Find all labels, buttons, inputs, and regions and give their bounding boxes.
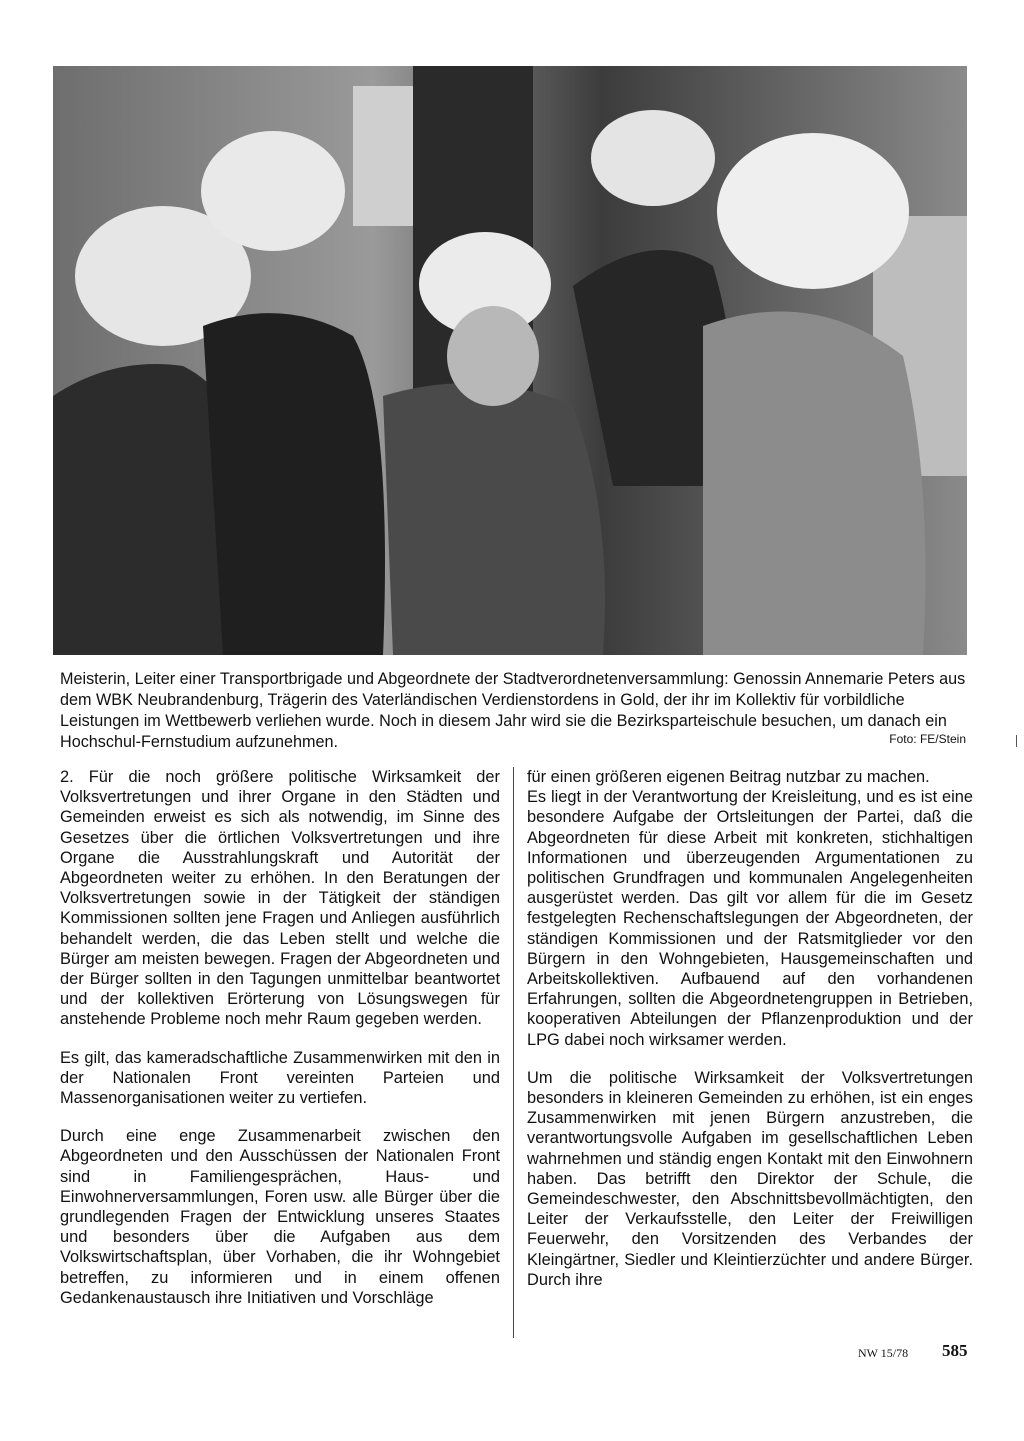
issue-reference: NW 15/78 — [858, 1346, 909, 1360]
photo-caption — [60, 669, 974, 753]
article-paragraph: für einen größeren eigenen Beitrag nutzbar zu machen. — [527, 768, 930, 786]
photo-construction-workers-in-helmets — [53, 66, 967, 655]
margin-mark — [1016, 735, 1017, 747]
article-paragraph: Um die politische Wirksamkeit der Volksvertretungen besonders in kleineren Gemeinden zu erhöhen, ist ein enges Zusammenwirken mit jenen Bürgern anzustreben, die verantwortungsvolle Aufgaben im gesellschaftlichen Leben wahrnehmen und ständig engen Kontakt mit den Einwohnern haben. Das betrifft den Direktor der Schule, die Gemeindeschwester, den Abschnittsbevollmächtigten, den Leiter der Verkaufsstelle, den Leiter der Freiwilligen Feuerwehr, den Vorsitzenden des Verbandes der Kleingärtner, Siedler und Kleintierzüchter und andere Bürger. Durch ihre — [527, 1068, 973, 1289]
page-number: 585 — [942, 1341, 968, 1360]
photo-image — [53, 66, 967, 655]
article-column-left — [60, 767, 500, 1308]
caption-text: Meisterin, Leiter einer Transportbrigade und Abgeordnete der Stadtverordnetenversammlung: Genossin Annemarie Peters aus dem WBK Neubrandenburg, Trägerin des Vaterländischen Verdienstordens in Gold, der ihr im Kollektiv für vorbildliche Leistungen im Wettbewerb verliehen wurde. Noch in diesem Jahr wird sie die Bezirksparteischule besuchen, um danach ein Hochschul-Fernstudium aufzunehmen. — [60, 670, 966, 751]
article-paragraph: Es liegt in der Verantwortung der Kreisleitung, und es ist eine besondere Aufgabe der Ortsleitungen der Partei, daß die Abgeordneten für diese Arbeit mit konkreten, stichhaltigen Informationen und überzeugenden Argumentationen zu politischen Grundfragen und kommunalen Angelegenheiten ausgerüstet werden. Das gilt vor allem für die im Gesetz festgelegten Rechenschaftslegungen der Abgeordneten, der ständigen Kommissionen und der Ratsmitglieder vor den Bürgern in den Wohngebieten, Hausgemeinschaften und Arbeitskollektiven. Aufbauend auf den vorhandenen Erfahrungen, sollten die Abgeordnetengruppen in Betrieben, kooperativen Abteilungen der Pflanzenproduktion und der LPG dabei noch wirksamer werden. — [527, 788, 973, 1049]
article-paragraph: Es gilt, das kameradschaftliche Zusammenwirken mit den in der Nationalen Front vereinten Parteien und Massenorganisationen weiter zu vertiefen. — [60, 1048, 500, 1108]
photo-credit: Foto: FE/Stein — [889, 732, 966, 746]
article-paragraph: 2. Für die noch größere politische Wirksamkeit der Volksvertretungen und ihrer Organe in den Städten und Gemeinden erweist es sich als notwendig, im Sinne des Gesetzes über die örtlichen Volksvertretungen und ihre Organe die Ausstrahlungskraft und Autorität der Abgeordneten weiter zu erhöhen. In den Beratungen der Volksvertretungen sowie in der Tätigkeit der ständigen Kommissionen sollten jene Fragen und Anliegen ausführlich behandelt werden, die das Leben stellt und welche die Bürger am meisten bewegen. Fragen der Abgeordneten und der Bürger sollten in den Tagungen unmittelbar beantwortet und der kollektiven Erörterung von Lösungswegen für anstehende Probleme noch mehr Raum gegeben werden. — [60, 768, 500, 1029]
column-divider — [513, 767, 514, 1338]
article-paragraph: Durch eine enge Zusammenarbeit zwischen den Abgeordneten und den Ausschüssen der Nationalen Front sind in Familiengesprächen, Haus- und Einwohnerversammlungen, Foren usw. alle Bürger über die grundlegenden Fragen der Entwicklung unseres Staates und besonders über die Aufgaben aus dem Volkswirtschaftsplan, über Vorhaben, die ihr Wohngebiet betreffen, zu informieren und in einem offenen Gedankenaustausch ihre Initiativen und Vorschläge — [60, 1127, 500, 1307]
article-column-right — [527, 767, 973, 1290]
